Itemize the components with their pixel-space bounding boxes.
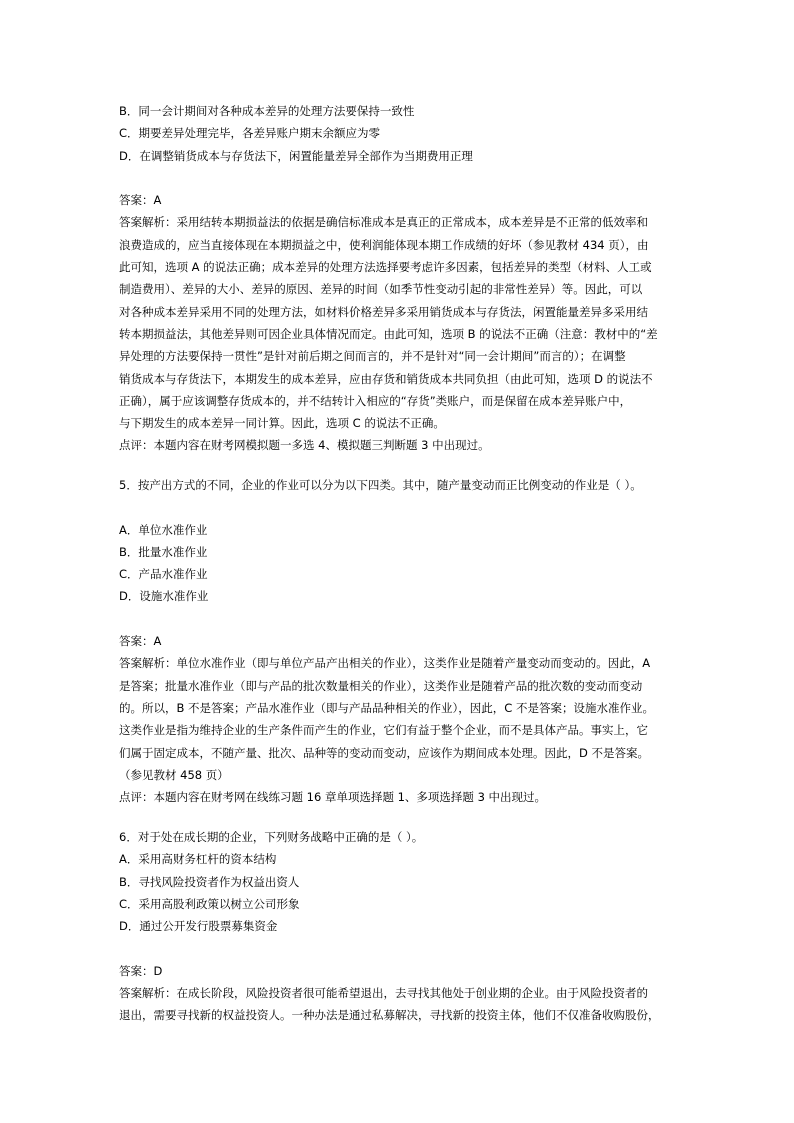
question-text: 6．对于处在成长期的企业，下列财务战略中正确的是（ ）。 xyxy=(119,830,424,844)
analysis-line-5: 对各种成本差异采用不同的处理方法，如材料价格差异多采用销货成本与存货法，闲置能量差异多采用结 xyxy=(119,304,648,319)
option-b: B．寻找风险投资者作为权益出资人 xyxy=(119,874,300,889)
answer-label: 答案：D xyxy=(119,963,163,978)
analysis-line-2: 是答案；批量水准作业（即与产品的批次数量相关的作业），这类作业是随着产品的批次数的变动而变动 xyxy=(119,678,643,693)
option-d: D．设施水准作业 xyxy=(119,589,209,604)
analysis-line-9: 正确），属于应该调整存货成本的，并不结转计入相应的“存货”类账户，而是保留在成本差异账户中， xyxy=(119,393,632,408)
analysis-line-8: 销货成本与存货法下，本期发生的成本差异，应由存货和销货成本共同负担（由此可知，选项 D 的说法不 xyxy=(119,371,653,386)
option-b: B．同一会计期间对各种成本差异的处理方法要保持一致性 xyxy=(119,104,415,118)
analysis-line-3: 此可知，选项 A 的说法正确；成本差异的处理方法选择要考虑许多因素，包括差异的类型（材料、人工或 xyxy=(119,260,652,275)
option-c: C．产品水准作业 xyxy=(119,567,208,582)
question-text: 5．按产出方式的不同，企业的作业可以分为以下四类。其中，随产量变动而正比例变动的作业是（ ）。 xyxy=(119,478,642,492)
option-a: A．单位水准作业 xyxy=(119,522,208,537)
answer-label: 答案：A xyxy=(119,193,162,208)
analysis-line-4: 制造费用）、差异的大小、差异的原因、差异的时间（如季节性变动引起的非常性差异）等。因此，可以 xyxy=(119,282,643,297)
analysis-line-1: 答案解析：在成长阶段，风险投资者很可能希望退出，去寻找其他处于创业期的企业。由于风险投资者的 xyxy=(119,986,648,1001)
comment-note: 点评：本题内容在财考网模拟题一多选 4、模拟题三判断题 3 中出现过。 xyxy=(119,438,490,453)
option-b: B．批量水准作业 xyxy=(119,544,208,559)
analysis-line-7: 异处理的方法要保持一贯性”是针对前后期之间而言的，并不是针对“同一会计期间”而言的）；在调整 xyxy=(119,349,626,364)
analysis-line-4: 这类作业是指为维持企业的生产条件而产生的作业，它们有益于整个企业，而不是具体产品。事实上，它 xyxy=(119,723,648,738)
analysis-line-2: 浪费造成的，应当直接体现在本期损益之中，使利润能体现本期工作成绩的好坏（参见教材 434 页），由 xyxy=(119,237,649,252)
analysis-line-2: 退出，需要寻找新的权益投资人。一种办法是通过私募解决，寻找新的投资主体，他们不仅准备收购股份， xyxy=(119,1008,660,1023)
analysis-line-1: 答案解析：单位水准作业（即与单位产品产出相关的作业），这类作业是随着产量变动而变动的。因此，A xyxy=(119,656,651,671)
option-d: D．通过公开发行股票募集资金 xyxy=(119,919,278,934)
answer-label: 答案：A xyxy=(119,634,162,649)
option-c: C．期要差异处理完毕，各差异账户期末余额应为零 xyxy=(119,126,381,141)
option-c: C．采用高股利政策以树立公司形象 xyxy=(119,896,300,911)
question-5-section xyxy=(119,474,679,808)
analysis-line-6: （参见教材 458 页） xyxy=(119,767,229,782)
comment-note: 点评：本题内容在财考网在线练习题 16 章单项选择题 1、多项选择题 3 中出现过。 xyxy=(119,790,547,805)
analysis-line-6: 转本期损益法，其他差异则可因企业具体情况而定。由此可知，选项 B 的说法不正确（注意：教材中的“差 xyxy=(119,326,658,341)
analysis-line-10: 与下期发生的成本差异一同计算。因此，选项 C 的说法不正确。 xyxy=(119,416,445,431)
analysis-line-3: 的。所以，B 不是答案；产品水准作业（即与产品品种相关的作业），因此，C 不是答案；设施水准作业。 xyxy=(119,700,654,715)
analysis-line-1: 答案解析：采用结转本期损益法的依据是确信标准成本是真正的正常成本，成本差异是不正常的低效率和 xyxy=(119,215,648,230)
option-d: D．在调整销货成本与存货法下，闲置能量差异全部作为当期费用正理 xyxy=(119,148,473,163)
question-4-section xyxy=(119,100,679,457)
question-6-section xyxy=(119,826,679,1027)
option-a: A．采用高财务杠杆的资本结构 xyxy=(119,852,277,867)
analysis-line-5: 们属于固定成本，不随产量、批次、品种等的变动而变动，应该作为期间成本处理。因此，D 不是答案。 xyxy=(119,745,650,760)
